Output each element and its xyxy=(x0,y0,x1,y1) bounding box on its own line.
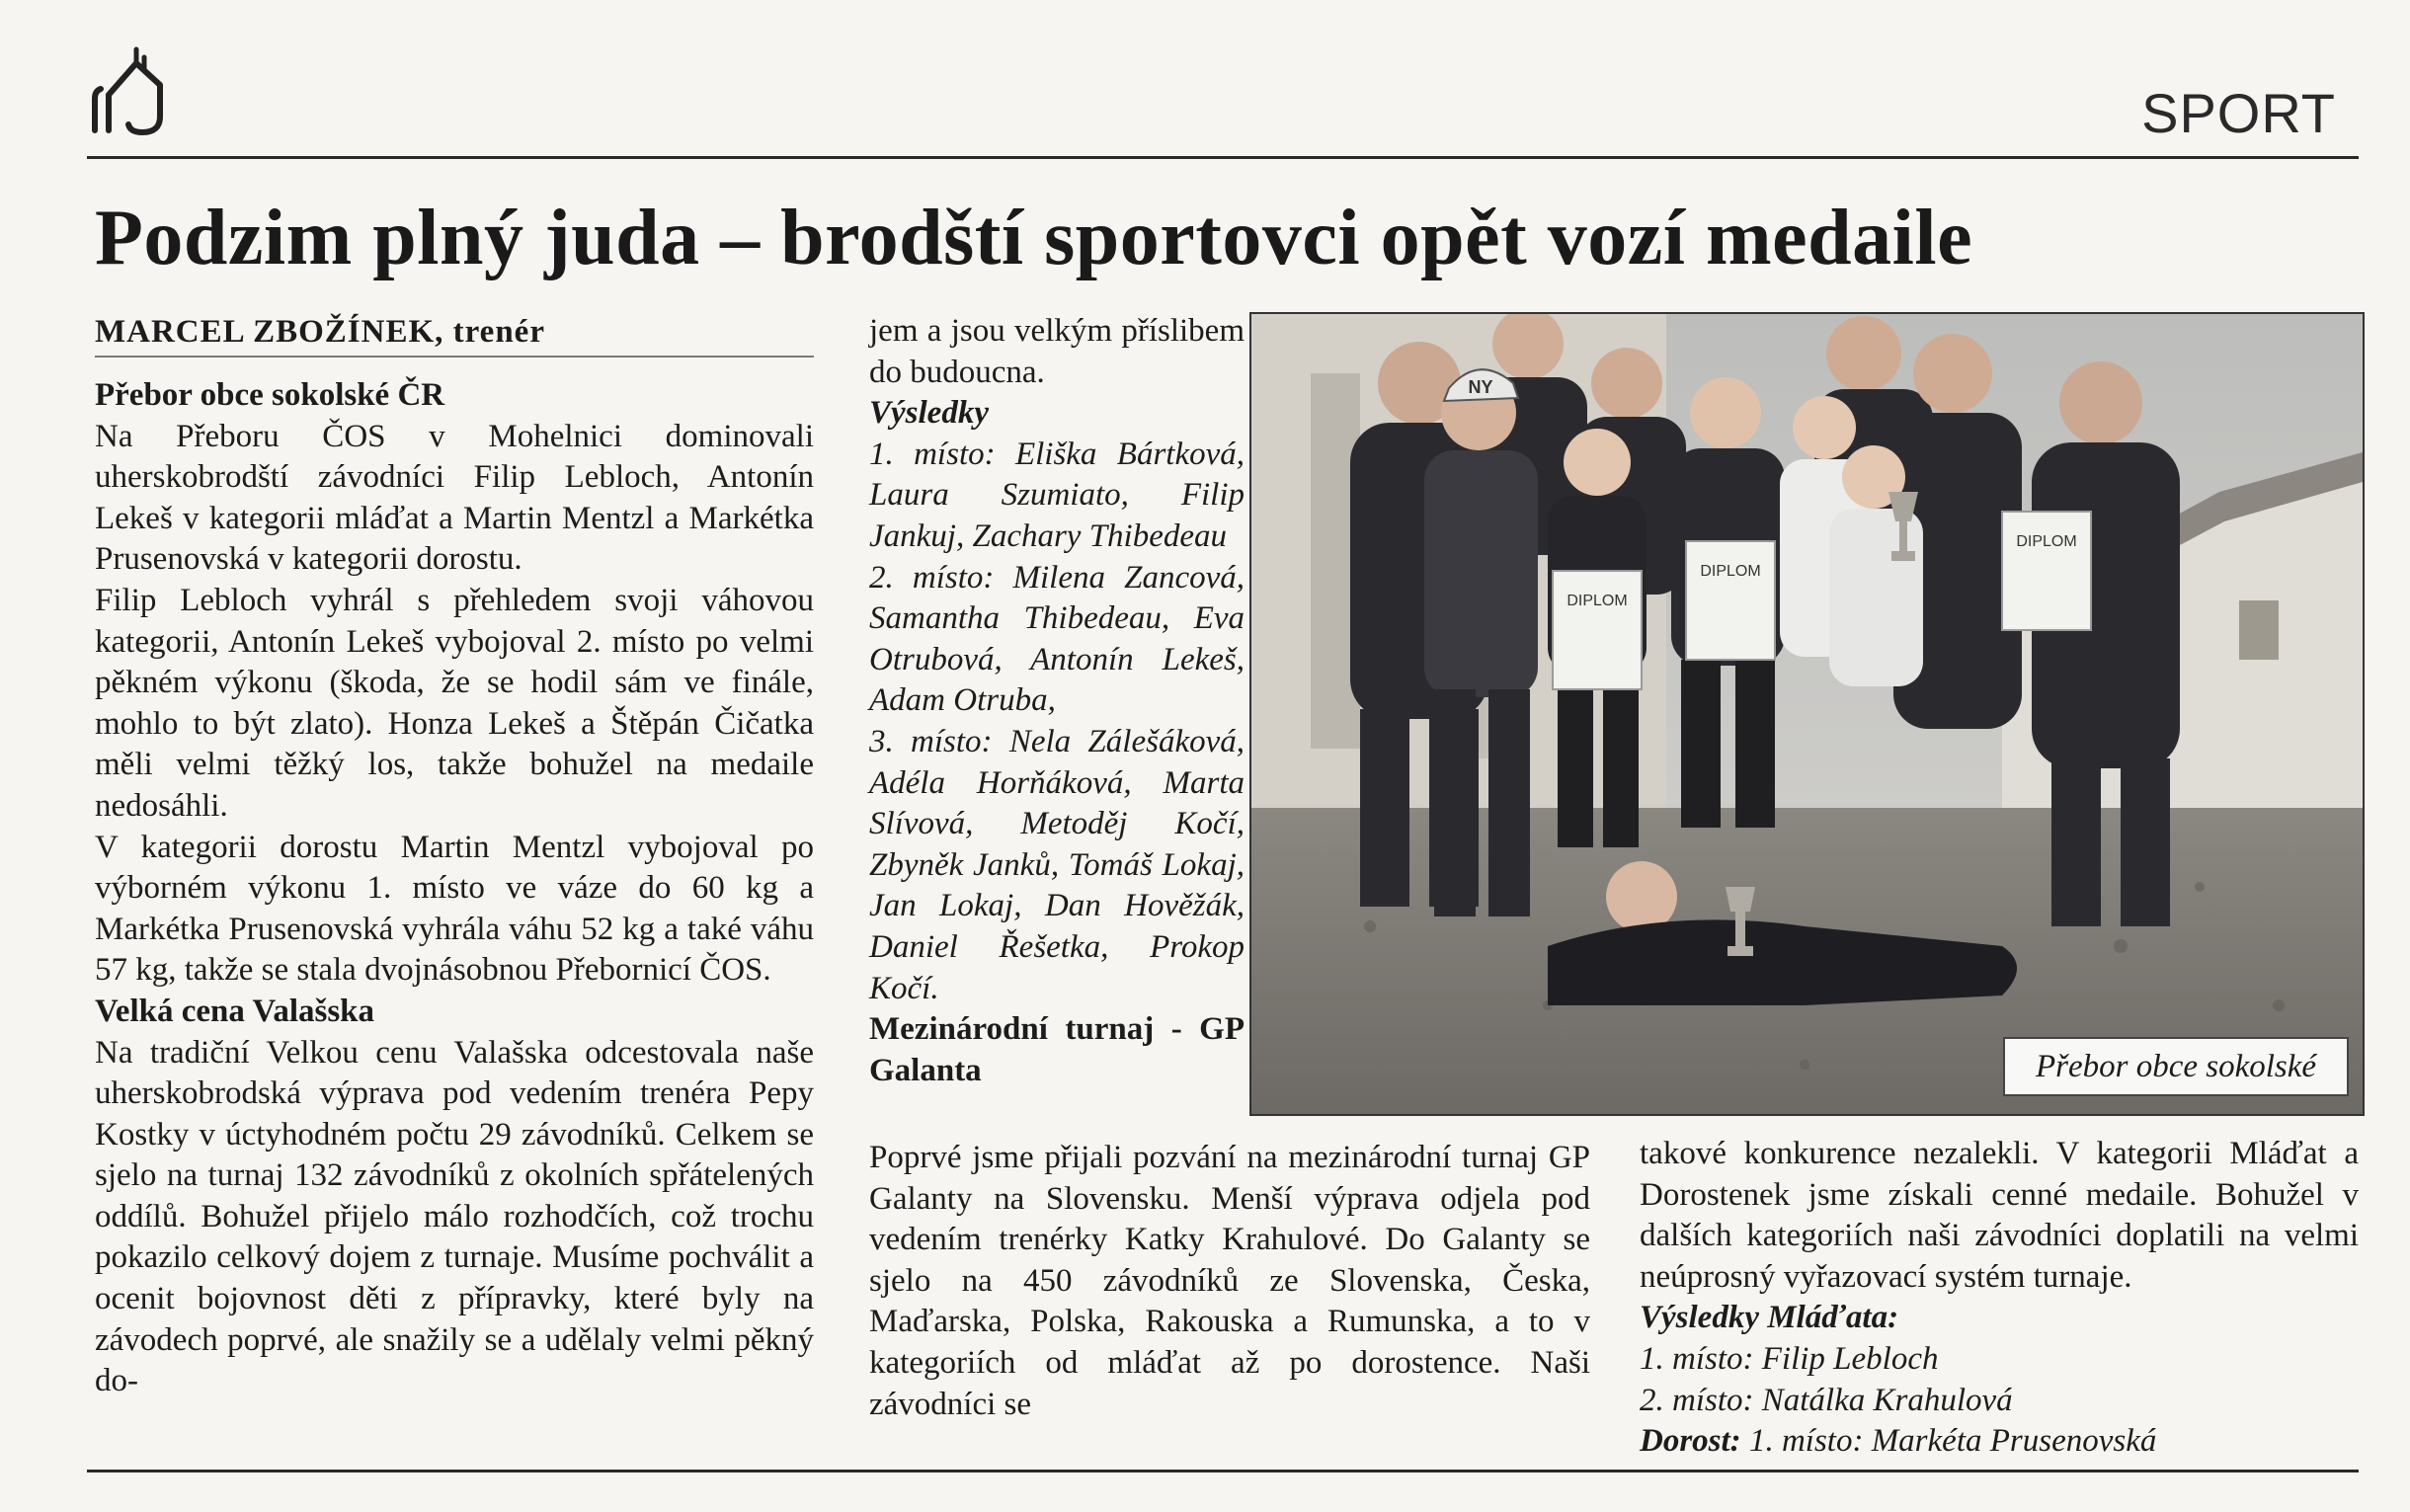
diploma-text: DIPLOM xyxy=(1566,593,1628,609)
headline: Podzim plný juda – brodští sportovci opět vozí medaile xyxy=(95,195,1973,281)
subheading: Mezinárodní turnaj - GP Galanta xyxy=(869,1011,1245,1088)
results-line: 1. místo: Eliška Bártková, Laura Szumiato, Filip Jankuj, Zachary Thibedeau xyxy=(869,436,1245,554)
paragraph: Poprvé jsme přijali pozvání na mezinárodní turnaj GP Galanty na Slovensku. Menší výprava odjela pod vedením trenérky Katky Krahulové. Do Galanty se sjelo na 450 závodníků ze Slovenska, Česka, Maďarska, Polska, Rakouska a Rumunska, a to v kategoriích od mláďat až po dorostence. Naši závodníci se xyxy=(869,1140,1590,1422)
results-line: 1. místo: Filip Lebloch xyxy=(1640,1340,1939,1377)
column-2 xyxy=(869,311,1245,1091)
house-outline-icon xyxy=(87,40,182,138)
paragraph: jem a jsou velkým příslibem do budoucna. xyxy=(869,313,1245,390)
dorost-label: Dorost: xyxy=(1640,1423,1741,1460)
results-line: 2. místo: Natálka Krahulová xyxy=(1640,1382,2013,1418)
paragraph: Na Přeboru ČOS v Mohelnici dominovali uherskobrodští závodníci Filip Lebloch, Antonín Lekeš v kategorii mláďat a Martin Mentzl a Markétka Prusenovská v kategorii dorostu. xyxy=(95,418,814,578)
results-heading: Výsledky Mláďata: xyxy=(1640,1300,1899,1336)
results-heading: Výsledky xyxy=(869,395,989,432)
subheading: Přebor obce sokolské ČR xyxy=(95,377,445,413)
top-rule xyxy=(87,156,2359,159)
column-3 xyxy=(1640,1134,2359,1463)
section-label: SPORT xyxy=(2141,82,2336,144)
column-1 xyxy=(95,375,814,1402)
results-line: 2. místo: Milena Zancová, Samantha Thibedeau, Eva Otrubová, Antonín Lekeš, Adam Otruba, xyxy=(869,559,1245,719)
results-line-dorost xyxy=(1640,1421,2359,1463)
byline-rule xyxy=(95,356,814,358)
byline: MARCEL ZBOŽÍNEK, trenér xyxy=(95,314,545,350)
subheading: Velká cena Valašska xyxy=(95,993,375,1029)
cap-text: NY xyxy=(1468,377,1493,397)
bottom-rule xyxy=(87,1470,2359,1472)
paragraph: Na tradiční Velkou cenu Valašska odcestovala naše uherskobrodská výprava pod vedením trenéra Pepy Kostky v úctyhodném počtu 29 závodníků. Celkem se sjelo na turnaj 132 závodníků z okolních spřátelených oddílů. Bohužel přijelo málo rozhodčích, což trochu pokazilo celkový dojem z turnaje. Musíme pochválit a ocenit bojovnost děti z přípravky, které byly na závodech poprvé, ale snažily se a udělaly velmi pěkný do- xyxy=(95,1034,814,1399)
results-line: 3. místo: Nela Zálešáková, Adéla Horňáková, Marta Slívová, Metoděj Kočí, Zbyněk Janků, Tomáš Lokaj, Jan Lokaj, Dan Hověžák, Daniel Řešetka, Prokop Kočí. xyxy=(869,723,1245,1006)
dorost-text: 1. místo: Markéta Prusenovská xyxy=(1748,1423,2157,1460)
photo-caption: Přebor obce sokolské xyxy=(2003,1037,2349,1096)
paragraph: V kategorii dorostu Martin Mentzl vybojoval po výborném výkonu 1. místo ve váze do 60 kg a Markétka Prusenovská vyhrála váhu 52 kg a také váhu 57 kg, takže se stala dvojnásobnou Přebornicí ČOS. xyxy=(95,829,814,989)
paragraph: Filip Lebloch vyhrál s přehledem svoji váhovou kategorii, Antonín Lekeš vybojoval 2. místo po velmi pěkném výkonu (škoda, že se hodil sám ve finále, mohlo to být zlato). Honza Lekeš a Štěpán Čičatka měli velmi těžký los, takže bohužel na medaile nedosáhli. xyxy=(95,582,814,824)
paragraph: takové konkurence nezalekli. V kategorii Mláďat a Dorostenek jsme získali cenné medaile. Bohužel v dalších kategoriích naši závodníci doplatili na velmi neúprosný vyřazovací systém turnaje. xyxy=(1640,1136,2359,1295)
team-photo xyxy=(1249,312,2365,1116)
column-2-continued xyxy=(869,1138,1590,1425)
diploma-text: DIPLOM xyxy=(1700,563,1761,580)
diploma-text: DIPLOM xyxy=(2016,533,2077,550)
